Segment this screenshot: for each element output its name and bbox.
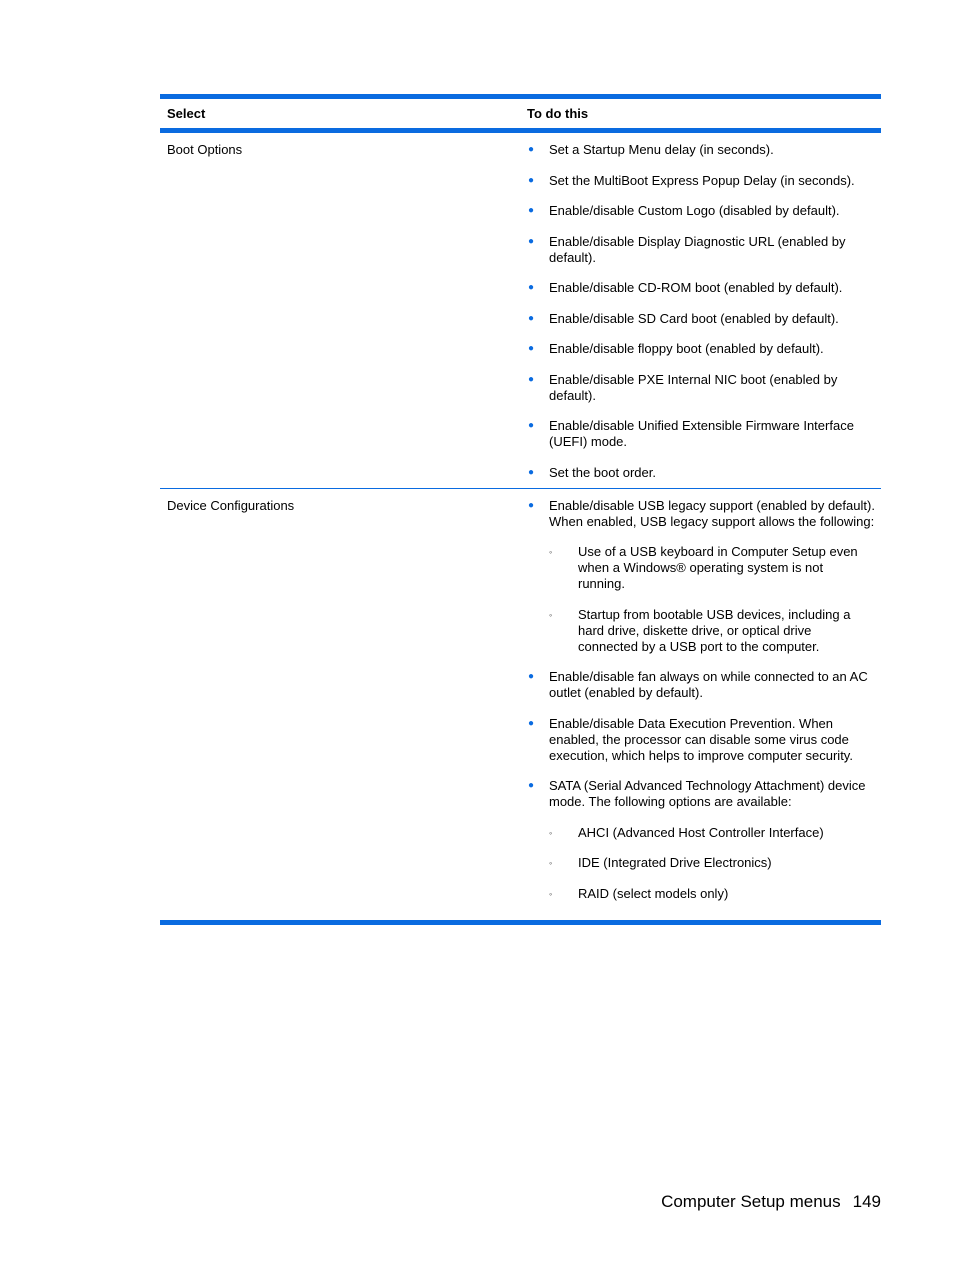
table-bottom-rule [160, 920, 881, 925]
bullet-icon: ● [528, 499, 535, 511]
header-select: Select [167, 106, 206, 121]
list-item: ● SATA (Serial Advanced Technology Attachment) device mode. The following options are available: [521, 778, 881, 810]
bullet-icon: ● [528, 717, 535, 729]
list-item: ● Enable/disable Display Diagnostic URL (enabled by default). [521, 234, 881, 266]
row-todo-list [520, 489, 881, 920]
bullet-icon: ● [528, 282, 535, 293]
header-todo: To do this [520, 106, 881, 121]
sub-list-item: ◦ RAID (select models only) [549, 885, 729, 901]
bullet-icon: ● [528, 144, 535, 155]
list-item: ● Enable/disable Custom Logo (disabled by default). [521, 203, 881, 219]
bullet-icon: ● [528, 235, 535, 247]
page-footer [661, 1192, 881, 1212]
bullet-icon: ● [528, 780, 535, 791]
bullet-icon: ● [528, 343, 535, 354]
sub-list-item: ◦ Startup from bootable USB devices, including a hard drive, diskette drive, or optical drive connected by a USB port to the computer. [549, 606, 851, 654]
sub-list-item: ◦ Use of a USB keyboard in Computer Setup even when a Windows® operating system is not running. [549, 544, 858, 591]
table-row-device-configurations [160, 489, 881, 920]
bullet-icon: ● [528, 671, 535, 682]
bullet-icon: ● [528, 312, 535, 324]
bullet-icon: ● [528, 466, 535, 478]
list-item: ● Set the boot order. [521, 465, 881, 481]
circle-bullet-icon: ◦ [549, 858, 553, 868]
circle-bullet-icon: ◦ [549, 547, 553, 557]
page-number: 149 [852, 1192, 881, 1211]
settings-table [160, 94, 881, 925]
circle-bullet-icon: ◦ [549, 888, 553, 899]
table-header [160, 99, 881, 128]
bullet-icon: ● [528, 420, 535, 431]
list-item: ● Set the MultiBoot Express Popup Delay (in seconds). [521, 173, 881, 189]
list-item: ● Enable/disable CD-ROM boot (enabled by default). [521, 280, 881, 296]
footer-section-title: Computer Setup menus [661, 1192, 841, 1211]
list-item: ● Enable/disable fan always on while connected to an AC outlet (enabled by default). [521, 669, 881, 701]
row-select-label: Device Configurations [167, 497, 295, 513]
list-item: ● Enable/disable floppy boot (enabled by default). [521, 341, 881, 357]
circle-bullet-icon: ◦ [549, 827, 553, 838]
row-todo-list [520, 133, 881, 488]
sub-list-item: ◦ IDE (Integrated Drive Electronics) [549, 855, 772, 870]
list-item: ● Enable/disable USB legacy support (enabled by default). When enabled, USB legacy support allows the following: [521, 498, 881, 530]
list-item: ● Enable/disable Unified Extensible Firmware Interface (UEFI) mode. [521, 418, 881, 450]
row-select-label: Boot Options [167, 142, 243, 157]
table-row-boot-options [160, 133, 881, 488]
list-item: ● Enable/disable PXE Internal NIC boot (enabled by default). [521, 372, 881, 404]
bullet-icon: ● [528, 373, 535, 385]
list-item: ● Enable/disable SD Card boot (enabled by default). [521, 311, 881, 327]
sub-list-item: ◦ AHCI (Advanced Host Controller Interface) [549, 824, 824, 840]
list-item: ● Set a Startup Menu delay (in seconds). [521, 142, 881, 158]
list-item: ● Enable/disable Data Execution Prevention. When enabled, the processor can disable some virus code execution, which helps to improve computer security. [521, 716, 881, 764]
bullet-icon: ● [528, 205, 535, 216]
circle-bullet-icon: ◦ [549, 609, 553, 620]
bullet-icon: ● [528, 174, 535, 186]
